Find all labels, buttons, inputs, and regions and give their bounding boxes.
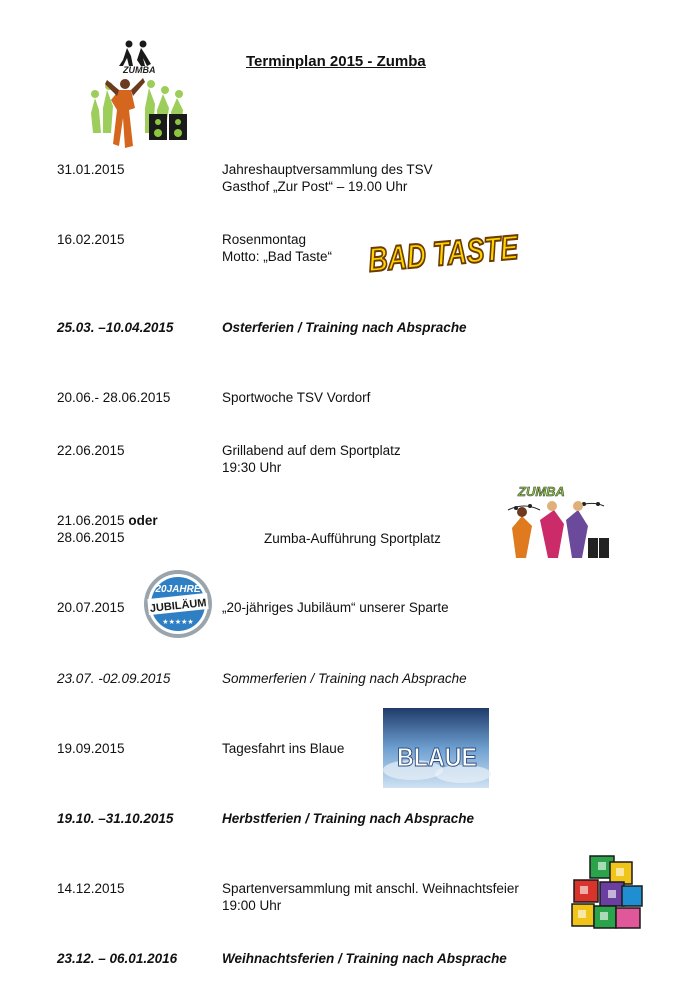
event-detail: 19:30 Uhr [222,460,282,475]
event-date: 25.03. –10.04.2015 [57,320,174,335]
event-description: Sportwoche TSV Vordorf [222,390,371,405]
page-title: Terminplan 2015 - Zumba [246,53,426,70]
event-description: Weihnachtsferien / Training nach Absprache [222,951,507,966]
event-description: Herbstferien / Training nach Absprache [222,811,475,826]
event-date: 20.06.- 28.06.2015 [57,390,171,405]
event-description: Grillabend auf dem Sportplatz [222,443,401,458]
event-date: 23.07. -02.09.2015 [57,671,171,686]
event-date-second: 28.06.2015 [57,530,125,545]
zumba-logo-image [85,38,197,156]
blaue-image [383,708,489,788]
event-date: 19.10. –31.10.2015 [57,811,174,826]
event-date: 23.12. – 06.01.2016 [57,951,178,966]
event-date: 31.01.2015 [57,162,125,177]
zumba-performance-image [504,480,610,562]
badge-top-label: 20JAHRE [155,584,201,595]
event-description: Zumba-Aufführung Sportplatz [264,531,441,546]
event-date: 20.07.2015 [57,600,125,615]
event-description: Tagesfahrt ins Blaue [222,741,345,756]
event-detail: 19:00 Uhr [222,898,282,913]
event-description: Sommerferien / Training nach Absprache [222,671,467,686]
bad-taste-label: BAD TASTE [366,224,562,280]
gift-cubes-image [570,852,646,932]
badge-stars-icon: ★★★★★ [162,619,194,626]
badge-main-label: JUBILÄUM [149,597,208,615]
event-date-first: 21.06.2015 [57,513,125,528]
event-date: 14.12.2015 [57,881,125,896]
event-description: Osterferien / Training nach Absprache [222,320,467,335]
event-date: 22.06.2015 [57,443,125,458]
blaue-label: BLAUE [397,742,477,772]
event-date: 16.02.2015 [57,232,125,247]
event-detail: Gasthof „Zur Post“ – 19.00 Uhr [222,179,408,194]
event-date [57,512,158,529]
event-date-or: oder [128,513,158,528]
jubilaeum-badge-image [142,568,214,640]
event-description: Spartenversammlung mit anschl. Weihnachtsfeier [222,881,519,896]
zumba-logo-label: ZUMBA [123,65,156,75]
event-date: 19.09.2015 [57,741,125,756]
event-description: „20-jähriges Jubiläum“ unserer Sparte [222,600,449,615]
event-detail: Motto: „Bad Taste“ [222,249,333,264]
zumba-performance-label: ZUMBA [518,484,565,499]
event-description: Jahreshauptversammlung des TSV [222,162,433,177]
event-description: Rosenmontag [222,232,307,247]
bad-taste-image [364,224,562,280]
